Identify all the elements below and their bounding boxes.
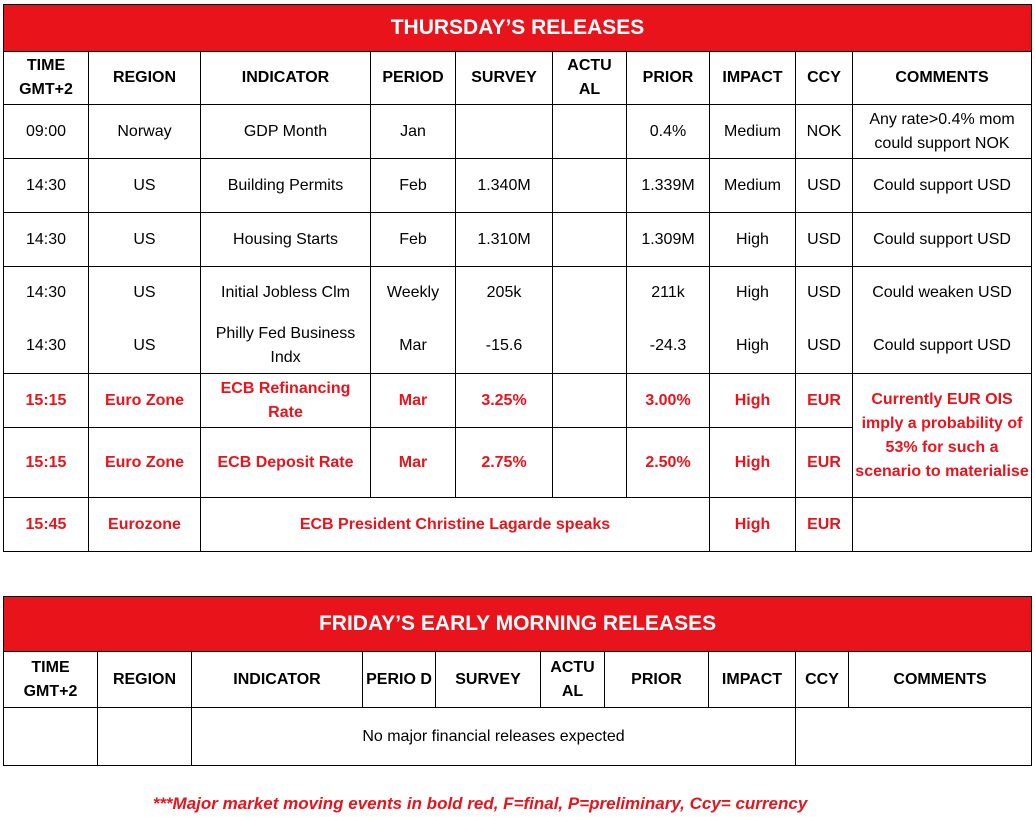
impact-cell: High [710, 428, 796, 498]
time-cell: 14:30 [4, 267, 89, 320]
prior-cell: 2.50% [627, 428, 710, 498]
actual-cell [553, 374, 627, 428]
header-region: REGION [98, 652, 192, 708]
comments-cell [853, 498, 1032, 552]
header-survey: SURVEY [436, 652, 541, 708]
table-row [4, 159, 1032, 213]
survey-cell: -15.6 [456, 320, 553, 374]
ccy-cell: USD [796, 159, 853, 213]
indicator-cell: ECB Deposit Rate [201, 428, 371, 498]
comments-cell: Any rate>0.4% mom could support NOK [853, 105, 1032, 159]
header-period: PERIO D [363, 652, 436, 708]
period-cell: Jan [371, 105, 456, 159]
impact-cell: High [710, 213, 796, 267]
region-cell: Norway [89, 105, 201, 159]
time-cell: 14:30 [4, 213, 89, 267]
header-ccy: CCY [796, 52, 853, 105]
prior-cell: 3.00% [627, 374, 710, 428]
ccy-cell: EUR [796, 498, 853, 552]
time-cell: 15:45 [4, 498, 89, 552]
region-cell: US [89, 213, 201, 267]
ccy-cell: NOK [796, 105, 853, 159]
impact-cell: High [710, 320, 796, 374]
survey-cell: 205k [456, 267, 553, 320]
period-cell: Feb [371, 159, 456, 213]
impact-cell: High [710, 267, 796, 320]
period-cell: Feb [371, 213, 456, 267]
friday-header-row [4, 652, 1032, 708]
survey-cell: 3.25% [456, 374, 553, 428]
survey-cell: 1.310M [456, 213, 553, 267]
header-impact: IMPACT [710, 52, 796, 105]
ccy-cell: USD [796, 320, 853, 374]
ecb-comment-cell: Currently EUR OIS imply a probability of 53% for such a scenario to materialise [853, 374, 1032, 498]
table-row [4, 320, 1032, 374]
ccy-cell: USD [796, 267, 853, 320]
header-period: PERIOD [371, 52, 456, 105]
friday-releases-table [3, 596, 1032, 766]
empty-cell [796, 708, 1032, 766]
header-actual: ACTU AL [553, 52, 627, 105]
indicator-cell: Philly Fed Business Indx [201, 320, 371, 374]
survey-cell: 2.75% [456, 428, 553, 498]
region-cell: Euro Zone [89, 428, 201, 498]
indicator-cell: ECB Refinancing Rate [201, 374, 371, 428]
indicator-cell: Initial Jobless Clm [201, 267, 371, 320]
region-cell: US [89, 159, 201, 213]
event-cell: ECB President Christine Lagarde speaks [201, 498, 710, 552]
impact-cell: High [710, 498, 796, 552]
indicator-cell: Building Permits [201, 159, 371, 213]
survey-cell [456, 105, 553, 159]
table-row [4, 267, 1032, 320]
comments-cell: Could weaken USD [853, 267, 1032, 320]
time-cell: 09:00 [4, 105, 89, 159]
header-time: TIME GMT+2 [4, 52, 89, 105]
time-cell: 15:15 [4, 374, 89, 428]
header-time: TIME GMT+2 [4, 652, 98, 708]
table-row [4, 708, 1032, 766]
prior-cell: -24.3 [627, 320, 710, 374]
header-indicator: INDICATOR [192, 652, 363, 708]
comments-cell: Could support USD [853, 213, 1032, 267]
thursday-title: THURSDAY’S RELEASES [4, 5, 1032, 52]
header-ccy: CCY [796, 652, 849, 708]
impact-cell: Medium [710, 105, 796, 159]
period-cell: Weekly [371, 267, 456, 320]
survey-cell: 1.340M [456, 159, 553, 213]
region-cell: Euro Zone [89, 374, 201, 428]
period-cell: Mar [371, 320, 456, 374]
impact-cell: High [710, 374, 796, 428]
time-cell: 14:30 [4, 159, 89, 213]
region-cell: Eurozone [89, 498, 201, 552]
indicator-cell: GDP Month [201, 105, 371, 159]
header-survey: SURVEY [456, 52, 553, 105]
header-region: REGION [89, 52, 201, 105]
actual-cell [553, 105, 627, 159]
header-comments: COMMENTS [853, 52, 1032, 105]
table-row-ecb-refinancing [4, 374, 1032, 428]
header-impact: IMPACT [709, 652, 796, 708]
time-cell: 14:30 [4, 320, 89, 374]
no-releases-note: No major financial releases expected [192, 708, 796, 766]
header-actual: ACTU AL [541, 652, 605, 708]
thursday-releases-table [3, 4, 1032, 552]
header-prior: PRIOR [605, 652, 709, 708]
region-cell: US [89, 267, 201, 320]
ccy-cell: USD [796, 213, 853, 267]
header-indicator: INDICATOR [201, 52, 371, 105]
actual-cell [553, 159, 627, 213]
prior-cell: 0.4% [627, 105, 710, 159]
actual-cell [553, 320, 627, 374]
impact-cell: Medium [710, 159, 796, 213]
prior-cell: 211k [627, 267, 710, 320]
period-cell: Mar [371, 428, 456, 498]
comments-cell: Could support USD [853, 159, 1032, 213]
period-cell: Mar [371, 374, 456, 428]
prior-cell: 1.339M [627, 159, 710, 213]
indicator-cell: Housing Starts [201, 213, 371, 267]
empty-cell [98, 708, 192, 766]
region-cell: US [89, 320, 201, 374]
header-prior: PRIOR [627, 52, 710, 105]
friday-title: FRIDAY’S EARLY MORNING RELEASES [4, 597, 1032, 652]
ccy-cell: EUR [796, 374, 853, 428]
ccy-cell: EUR [796, 428, 853, 498]
actual-cell [553, 428, 627, 498]
footnote: ***Major market moving events in bold red, F=final, P=preliminary, Ccy= currency [152, 794, 808, 813]
table-row [4, 105, 1032, 159]
prior-cell: 1.309M [627, 213, 710, 267]
time-cell: 15:15 [4, 428, 89, 498]
header-comments: COMMENTS [849, 652, 1032, 708]
thursday-header-row [4, 52, 1032, 105]
table-row [4, 213, 1032, 267]
actual-cell [553, 267, 627, 320]
actual-cell [553, 213, 627, 267]
comments-cell: Could support USD [853, 320, 1032, 374]
table-row-lagarde-speech [4, 498, 1032, 552]
empty-cell [4, 708, 98, 766]
